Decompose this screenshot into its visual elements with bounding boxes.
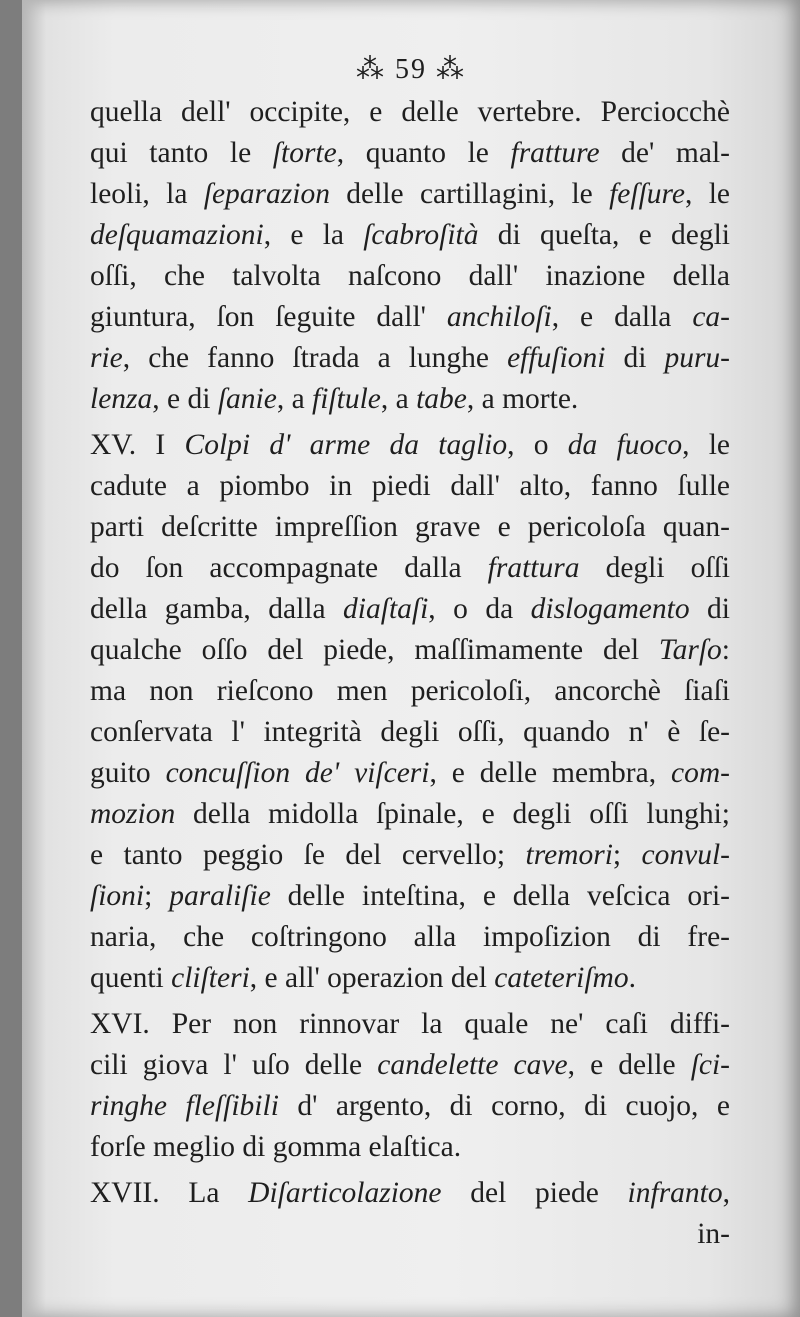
- italic-term: cateteriſmo: [494, 962, 629, 994]
- text-run: , le: [682, 429, 730, 461]
- italic-term: puru-: [664, 342, 731, 374]
- italic-term: cliſteri: [171, 962, 250, 994]
- text-run: quenti: [90, 962, 172, 994]
- text-run: d' argento, di corno, di cuojo, e: [278, 1090, 730, 1122]
- text-run: delle cartillagini, le: [329, 178, 610, 210]
- text-run: , a: [380, 383, 417, 415]
- text-run: giuntura, ſon ſeguite dall': [90, 301, 447, 333]
- text-run: quella dell' occipite, e delle vertebre. Perciocchè: [90, 96, 730, 128]
- text-run: del piede: [441, 1177, 628, 1209]
- text-run: de' mal-: [599, 137, 730, 169]
- text-run: cili giova l' uſo delle: [90, 1049, 378, 1081]
- italic-term: paraliſie: [169, 880, 271, 912]
- text-line: [90, 794, 730, 835]
- italic-term: tremori: [525, 839, 613, 871]
- text-run: di: [689, 593, 730, 625]
- text-run: leoli, la: [90, 178, 204, 210]
- italic-term: ringhe fleſſibili: [90, 1090, 279, 1122]
- italic-term: dislogamento: [530, 593, 690, 625]
- text-line: [90, 507, 730, 548]
- text-run: di: [605, 342, 665, 374]
- text-line: [90, 630, 730, 671]
- text-line: [90, 256, 730, 297]
- italic-term: ſci-: [690, 1049, 730, 1081]
- text-run: , che fanno ſtrada a lunghe: [122, 342, 508, 374]
- italic-term: fratture: [510, 137, 600, 169]
- text-line: [90, 338, 730, 379]
- text-run: in-: [697, 1218, 730, 1250]
- italic-term: feſſure: [609, 178, 685, 210]
- text-line: [90, 1004, 730, 1045]
- text-run: , e delle membra,: [429, 757, 672, 789]
- text-run: parti deſcritte impreſſion grave e pericoloſa quan-: [90, 511, 730, 543]
- text-run: forſe meglio di gomma elaſtica.: [90, 1131, 462, 1163]
- text-run: qui tanto le: [90, 137, 273, 169]
- italic-term: convul-: [641, 839, 731, 871]
- text-line: [90, 1173, 730, 1214]
- text-line: [90, 958, 730, 999]
- text-run: di queſta, e degli: [478, 219, 730, 251]
- text-run: degli oſſi: [579, 552, 731, 584]
- italic-term: tabe: [416, 383, 467, 415]
- text-run: .: [628, 962, 636, 994]
- body-text: [90, 92, 730, 1255]
- italic-term: fiſtule: [312, 383, 381, 415]
- text-run: ;: [144, 880, 170, 912]
- italic-term: lenza: [90, 383, 153, 415]
- text-line: [90, 548, 730, 589]
- italic-term: infranto: [627, 1177, 723, 1209]
- book-page: [22, 0, 800, 1317]
- text-run: ,: [722, 1177, 730, 1209]
- text-line: [90, 1214, 730, 1255]
- italic-term: mozion: [90, 798, 176, 830]
- italic-term: frattura: [487, 552, 580, 584]
- text-run: qualche oſſo del piede, maſſimamente del: [90, 634, 659, 666]
- text-run: XVII. La: [90, 1177, 249, 1209]
- text-line: [90, 425, 730, 466]
- text-run: , o: [507, 429, 568, 461]
- text-run: naria, che coſtringono alla impoſizion di fre-: [90, 921, 730, 953]
- text-line: [90, 876, 730, 917]
- text-line: [90, 466, 730, 507]
- italic-term: ca-: [692, 301, 730, 333]
- text-run: , e la: [263, 219, 364, 251]
- text-run: conſervata l' integrità degli oſſi, quando n' è ſe-: [90, 716, 730, 748]
- text-run: della gamba, dalla: [90, 593, 344, 625]
- text-run: XV. I: [90, 429, 185, 461]
- italic-term: deſquamazioni: [90, 219, 264, 251]
- text-line: [90, 379, 730, 420]
- text-run: della midolla ſpinale, e degli oſſi lunghi;: [175, 798, 730, 830]
- text-run: :: [721, 634, 730, 666]
- italic-term: ſioni: [90, 880, 145, 912]
- text-run: guito: [90, 757, 166, 789]
- text-run: cadute a piombo in piedi dall' alto, fanno ſulle: [90, 470, 730, 502]
- text-line: [90, 174, 730, 215]
- text-run: , e di: [152, 383, 218, 415]
- text-line: [90, 1045, 730, 1086]
- text-run: , a: [276, 383, 313, 415]
- text-line: [90, 133, 730, 174]
- text-run: , a morte.: [466, 383, 579, 415]
- italic-term: ſeparazion: [203, 178, 330, 210]
- text-line: [90, 1086, 730, 1127]
- text-run: , o da: [428, 593, 531, 625]
- text-run: , quanto le: [336, 137, 511, 169]
- italic-term: diaſtaſi: [343, 593, 429, 625]
- italic-term: ſcabroſità: [363, 219, 479, 251]
- text-line: [90, 712, 730, 753]
- italic-term: concuſſion de' viſceri: [165, 757, 430, 789]
- text-line: [90, 753, 730, 794]
- italic-term: ſanie: [217, 383, 277, 415]
- text-run: , e all' operazion del: [249, 962, 495, 994]
- text-line: [90, 215, 730, 256]
- italic-term: candelette cave: [377, 1049, 568, 1081]
- italic-term: effuſioni: [507, 342, 606, 374]
- italic-term: com-: [671, 757, 730, 789]
- text-line: [90, 1127, 730, 1168]
- text-line: [90, 589, 730, 630]
- italic-term: Tarſo: [658, 634, 722, 666]
- italic-term: Diſarticolazione: [248, 1177, 442, 1209]
- text-run: ;: [612, 839, 642, 871]
- text-line: [90, 835, 730, 876]
- italic-term: da fuoco: [567, 429, 683, 461]
- text-run: ma non rieſcono men pericoloſi, ancorchè ſiaſi: [90, 675, 730, 707]
- italic-term: rie: [90, 342, 123, 374]
- text-run: oſſi, che talvolta naſcono dall' inazione della: [90, 260, 730, 292]
- text-run: do ſon accompagnate dalla: [90, 552, 488, 584]
- text-run: XVI. Per non rinnovar la quale ne' caſi diffi-: [90, 1008, 730, 1040]
- page-number-header: ⁂ 59 ⁂: [356, 54, 466, 85]
- text-line: [90, 297, 730, 338]
- text-run: , e delle: [567, 1049, 691, 1081]
- text-line: [90, 671, 730, 712]
- text-run: , le: [685, 178, 730, 210]
- italic-term: ſtorte: [272, 137, 337, 169]
- italic-term: anchiloſi: [446, 301, 552, 333]
- text-line: [90, 92, 730, 133]
- italic-term: Colpi d' arme da taglio: [184, 429, 508, 461]
- text-line: [90, 917, 730, 958]
- text-run: , e dalla: [551, 301, 693, 333]
- text-run: e tanto peggio ſe del cervello;: [90, 839, 526, 871]
- text-run: delle inteſtina, e della veſcica ori-: [270, 880, 731, 912]
